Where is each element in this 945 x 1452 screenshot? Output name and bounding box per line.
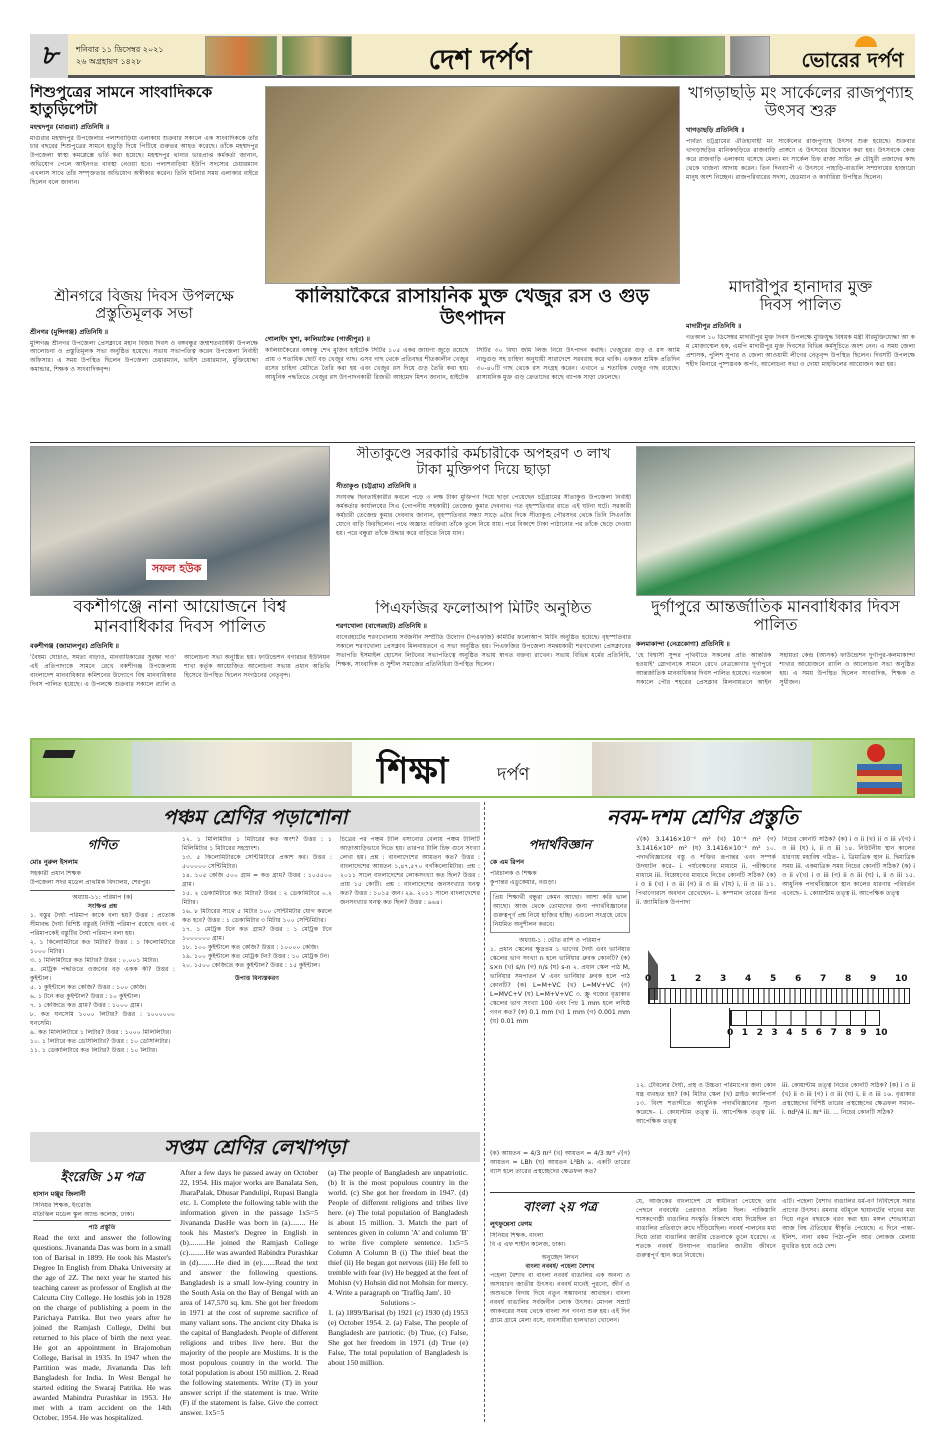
article-kaliakair — [265, 286, 680, 441]
scale-label: 4 — [745, 974, 752, 984]
solutions-text: 1. (a) 1899/Barisal (b) 1921 (c) 1930 (d) 1953 (e) October 1954. 2. (a) False, The people of Bangladesh are patriotic. (b) True, (c) False, She got her freedom in 1971 (d) True (e) False, The total population of Bangladesh is about 150 million. — [328, 1308, 468, 1368]
column-text: After a few days he passed away on October 22, 1954. His major works are Banalata Sen, JharaPalak, Dhusar Pandulipi, Rupasi Bangla etc. 1. Complete the following table with the information given in the passage 1x5=5 Jivananda DasHe was born in (a)........ He took his Master's Degree in English in (b).........He joined the Ramjash College (c).........He was awarded Rabindra Purashkar in (d).........He died in (e).......Read the text and answer the following questions. Bangladesh is a small low-lying country in the South Asia on the Bay of Bengal with an area of 147,570 sq. km. She got her freedom in 1971 at the cost of supreme sacrifice of many valiant sons. The ancient city Dhaka is the capital of Bangladesh. People of different religions and tribes live here. But the majority of the people are Muslims. It is the most populous country in the world. The total population is about 150 million. 2. Read the following statements. Write (T) in your answer script if the statement is true. Write (F) if the statement is false. Give the correct answer. 1x5=5 — [180, 1168, 318, 1418]
column-text: ১২. টেবিলের দৈর্ঘ্য, প্রস্থ ও উচ্চতা পরিমাপের জন্য কোন যন্ত্র ব্যবহৃত হয়? (ক) মিটার স্কেল (খ) স্লাইড ক্যালিপার্স ১৩. বিংশ শতাব্দীতে আধুনিক পদার্থবিজ্ঞানের সূচনা করেছে– i. কোয়ান্টাম তত্ত্ব ii. আপেক্ষিক তত্ত্ব iii. আপেক্ষিক তত্ত্ব — [636, 1082, 776, 1125]
header-photo-strip — [205, 36, 277, 76]
article-body: গতকাল ১০ ডিসেম্বর মাদারীপুর মুক্ত দিবস উপলক্ষে মুক্তিযুদ্ধ বিষয়ক মন্ত্রী বীরমুক্তিযোদ্ধা আ ক ম মোজাম্মেল হক, এমপি মাদারীপুর মুক্ত দিবসের বিভিন্ন কর্মসূচিতে অংশ নেন। এ সময় জেলা প্রশাসক, পুলিশ সুপার ও জেলা আওয়ামী লীগের নেতৃবৃন্দ উপস্থিত ছিলেন। দিবসটি উপলক্ষে শহীদ মিনারে পুষ্পস্তবক অর্পণ, আলোচনা সভা ও দোয়া মাহফিলের আয়োজন করা হয়। — [686, 333, 915, 368]
scale-label: 4 — [786, 1028, 793, 1038]
author-role: পরিচালক ও শিক্ষক — [490, 870, 537, 877]
subject-title: গণিত — [87, 838, 118, 853]
column-text: (a) The people of Bangladesh are unpatriotic. (b) It is the most populous country in the world. (c) She got her freedom in 1947. (d) People of different religions and tribes live here. (e) The total population of Bangladesh is about 15 million. 3. Match the part of sentences given in column 'A' and column 'B' to write five complete sentence. 1x5=5 Column A Column B (i) The thief beat the thief (ii) He began got nervous (iii) He fell to tremble with fear (iv) He begged at the feet of Mohisn (v) Hohsin did not Mohsin for mercy. 4. Write a paragraph on 'Traffiq Jam'. 10 — [328, 1168, 468, 1298]
scale-label: 6 — [795, 974, 802, 984]
article-shishuputra — [30, 84, 258, 284]
scale-label: 8 — [845, 1028, 852, 1038]
article-headline[interactable]: শ্রীনগরে বিজয় দিবস উপলক্ষে প্রস্তুতিমূলক সভা — [54, 288, 234, 323]
scale-label: 9 — [870, 974, 877, 984]
education-title-suffix: দর্পণ — [497, 764, 530, 785]
article-body: সংঘবদ্ধ ছিনতাইকারীর কবলে পড়ে ৩ লক্ষ টাকা মুক্তিপণ দিয়ে ছাড়া পেয়েছেন চট্টগ্রামের সীতাকুণ্ড উপজেলা নির্বাহী কর্মকর্তার কার্যালয়ের সিএ (গোপনীয় সহকারী) তেজেন্দ্র কুমার দেবনাথ। গত বৃহস্পতিবার রাতে এই ঘটনা ঘটে। সরকারী কর্মচারী তেজেন্দ্র কুমার দেবনাথ জানান, বৃহস্পতিবার সন্ধ্যা সাড়ে ৬টার দিকে সীতাকুণ্ড পৌরসদর থেকে তিনি সিএনজি যোগে বাড়ি ফিরছিলেন। পথে অজ্ঞাত ব্যক্তিরা তাঁকে তুলে নিয়ে যায়। পরে বিকাশে টাকা পাঠানোর পর তাঁকে ছেড়ে দেওয়া হয়। পরে বন্ধুরা তাঁকে উদ্ধার করে বাড়িতে নিয়ে যান। — [336, 494, 631, 538]
article-durgapur — [636, 598, 915, 722]
scale-label: 7 — [830, 1028, 837, 1038]
class7-col2 — [180, 1168, 318, 1428]
class9-col1 — [490, 836, 630, 1186]
article-dateline: সীতাকুণ্ড (চট্টগ্রাম) প্রতিনিধি ॥ — [336, 482, 417, 491]
scale-label: 3 — [720, 974, 727, 984]
column-text: iii. কোয়ান্টাম তত্ত্ব নিচের কোনটি সঠিক? (ক) i ও ii (খ) ii ও iii (গ) i ও iii (ঘ) i, ii ও iii ১৬. বৃত্তাকার প্রস্থচ্ছেদের বিশিষ্ট তারের প্রস্থচ্ছেদের ক্ষেত্রফল সমান– i. πd²/4 ii. πr² iii. ... নিচের কোনটি সঠিক? — [782, 1082, 915, 1116]
article-body: কালিয়াকৈরের বঙ্গবন্ধু শেখ মুজিব হাইটেক সিটির ১০৫ একর জায়গা জুড়ে রয়েছে প্রায় ৩ শতাধিক ছোট বড় খেজুর গাছ। এসব গাছ থেকে প্রতিবছর শীতকালীন খেজুর রসের চাহিদা মেটাতে তৈরি করা হয় এবং খেজুর রস দিয়ে গুড় তৈরি করা হয়। আধুনিক পদ্ধতিতে খেজুর রস উৎপাদনকারী রিজভী আহমেদ মিশন জানান, হাইটেক সিটির ৩০ বিঘা জমি লিজ নিয়ে উৎপাদন করছি। খেজুরের গুড় ও রস আমি নাড়ুগুড় সহ চাহিদা অনুযায়ী সারাদেশে সরবরাহ করে থাকি। একজন শ্রমিক প্রতিদিন ৩০-৪০টি গাছ থেকে রস সংগ্রহ করেন। এখানে ৪ শতাধিক খেজুর গাছ রয়েছে। রাসায়নিক মুক্ত গুড় ক্রেতাদের কাছে ব্যাপক সাড়া ফেলেছে। — [265, 346, 680, 381]
article-dateline: গোলাইদ খুশা, কালিয়াকৈর (গাজীপুর) ॥ — [265, 334, 370, 343]
scale-label: 0 — [727, 1028, 734, 1038]
lesson-title: পাঠ প্রস্তুতি — [88, 1223, 116, 1231]
author-school: মতিঝিল মডেল স্কুল অ্যান্ড কলেজ, ঢাকা। — [33, 1211, 171, 1221]
scale-label: 10 — [875, 1028, 888, 1038]
qa-item: ৮. কত ঘনসেমি ১০০০ লিটার? উত্তর : ১০০০০০০ ঘনসেমি। — [30, 1010, 175, 1027]
author-school: উপজেলা সদর মডেল প্রাথমিক বিদ্যালয়, শেরপুর। — [30, 879, 175, 891]
article-headline[interactable]: পিএফজির ফলোআপ মিটিং অনুষ্ঠিত — [375, 600, 592, 617]
article-headline[interactable]: বকশীগঞ্জে নানা আয়োজনে বিশ্ব মানবাধিকার দিবস পালিত — [73, 598, 287, 637]
chapter-title: অধ্যায়-১১: পরিমাপ (ক) — [72, 893, 133, 901]
topic-title: বাংলা নববর্ষ/ পহেলা বৈশাখ — [525, 1262, 595, 1270]
article-dateline: মাদারীপুর প্রতিনিধি ॥ — [686, 321, 742, 330]
question-type: সংক্ষিপ্ত প্রশ্ন — [87, 902, 118, 910]
article-body: 'বৈষম্য ঘোচাও, সমতা বাড়াও, মানবাধিকারের সুরক্ষা দাও' এই প্রতিপাদ্যকে সামনে রেখে বকশীগঞ্জ উপজেলায় বাংলাদেশ মানবাধিকার কমিশনের উদ্যোগে বিশ্ব মানবাধিকার দিবস পালিত হয়েছে। এ উপলক্ষে শুক্রবার সকালে র‍্যালি ও আলোচনা সভা অনুষ্ঠিত হয়। ফাউন্ডেশন বগারচর ইউনিয়ন শাখা কর্তৃক আয়োজিত আলোচনা সভায় প্রধান অতিথি হিসেবে উপস্থিত ছিলেন সংগঠনের নেতৃবৃন্দ। — [30, 654, 330, 689]
main-scale — [648, 988, 910, 1004]
subject-title: বাংলা ২য় পত্র — [523, 1200, 597, 1215]
masthead — [30, 34, 915, 78]
subject-title: ইংরেজি ১ম পত্র — [60, 1170, 144, 1185]
vernier-scale — [730, 1010, 880, 1026]
class9-col4 — [636, 1082, 776, 1187]
qa-item: ৭. ১ কেজিতে কত গ্রাম? উত্তর : ১০০০ গ্রাম। — [30, 1001, 143, 1009]
article-headline[interactable]: দুর্গাপুরে আন্তর্জাতিক মানবাধিকার দিবস পালিত — [651, 598, 900, 635]
class9-section-title: নবম-দশম শ্রেণির প্রস্তুতি — [606, 805, 799, 829]
column-text: এটি। পহেলা বৈশাখ বাঙালির ধর্ম-বর্ণ নির্বিশেষে সবার প্রাণের উৎসব। রমনার বটমূলে ছায়ানটের গানের মধ্য দিয়ে নতুন বছরকে বরণ করা হয়। মঙ্গল শোভাযাত্রা আজ বিশ্ব ঐতিহ্যের স্বীকৃতি পেয়েছে। এ দিনে পান্তা-ইলিশ, নানা রকম পিঠা-পুলি আর লোকজ মেলায় মুখরিত হয়ে ওঠে দেশ। — [782, 1198, 915, 1250]
column-text: যে, আজকের বাংলাদেশ যে স্বাধীনতা পেয়েছে তার পেছনে নববর্ষের প্রেরণাও সক্রিয় ছিল। পাকিস্তানি শাসকগোষ্ঠী বাঙালির সংস্কৃতি বিকাশে বাধা দিয়েছিল তা বাঙালির প্রতিবাদে রুখে দাঁড়িয়েছিল। নববর্ষ পালনের মধ্য দিয়ে তারা বাঙালির জাতীয় চেতনাকে তুলে ধরেছে। এ শতকে নববর্ষ উদযাপন বাঙালির জাতীয় জীবনে গুরুত্বপূর্ণ স্থান করে নিয়েছে। — [636, 1198, 776, 1259]
students-photo — [132, 742, 352, 796]
scale-label: 9 — [860, 1028, 867, 1038]
students-photo — [592, 742, 812, 796]
scale-label: 3 — [771, 1028, 778, 1038]
bangla2-col3 — [782, 1198, 915, 1428]
article-dateline: মহম্মদপুর (মাগুরা) প্রতিনিধি ॥ — [30, 122, 110, 131]
article-dateline: কলমাকান্দা (নেত্রকোণা) প্রতিনিধি ॥ — [636, 639, 730, 648]
section-title: দেশ দর্পণ — [428, 43, 532, 76]
scale-label: 6 — [815, 1028, 823, 1038]
article-dateline: খাগড়াছড়ি প্রতিনিধি ॥ — [686, 125, 745, 134]
author-role: সহকারী প্রধান শিক্ষক — [30, 870, 81, 877]
article-madaripur — [686, 278, 915, 440]
scale-label: 0 — [645, 974, 652, 984]
scale-label: 8 — [845, 974, 852, 984]
class5-col3 — [340, 836, 480, 1132]
scale-label: 1 — [670, 974, 677, 984]
column-text: পহেলা বৈশাখ বা বাংলা নববর্ষ বাঙালির এক অনন্য ও অসাধারণ জাতীয় উৎসব। নববর্ষ মানেই পুরনো, জীর্ণ ও অশুভকে বিদায় দিয়ে নতুন সম্ভাবনার আবাহন। বাংলা নববর্ষ বাঙালির সর্বজনীন লোক উৎসব। মোগল সম্রাট আকবরের সময় থেকে বাংলা সন গণনা শুরু হয়। এই দিন গ্রামে গ্রামে মেলা বসে, ব্যবসায়ীরা হালখাতা খোলেন। — [490, 1271, 630, 1324]
bangla2-col2 — [636, 1198, 776, 1428]
lesson-title: অনুচ্ছেদ লিখন — [541, 1253, 579, 1261]
qa-item: ৬. ১ টনে কত কুইন্টাল? উত্তর : ১০ কুইন্টাল। — [30, 992, 141, 1000]
article-body: মুন্সিগঞ্জ শ্রীনগর উপজেলা প্রেসক্লাবে মহান বিজয় দিবস ও বঙ্গবন্ধুর জন্মশতবার্ষিকী উপলক্ষে আলোচনা ও প্রস্তুতিমূলক সভা অনুষ্ঠিত হয়েছে। সভায় সভাপতিত্ব করেন উপজেলা নির্বাহী অফিসার। এ সময় উপস্থিত ছিলেন উপজেলা চেয়ারম্যান, ভাইস চেয়ারম্যান, মুক্তিযোদ্ধা কমান্ডার, শিক্ষক ও সাংবাদিকবৃন্দ। — [30, 339, 258, 374]
date-juice-photo — [265, 86, 680, 284]
class9-col6 — [490, 1150, 630, 1190]
divider — [490, 1192, 915, 1193]
mcq-title: উপাত্ত বিন্যস্তকরণ — [234, 974, 280, 982]
article-body: বাগেরহাটের শরণখোলায় সর্বজনীন সম্প্রীতি উদ্যোগ (পিএফজি) কমিটির ফলোআপ মিটিং অনুষ্ঠিত হয়েছে। বৃহস্পতিবার সকালে শরণখোলা প্রেসক্লাব মিলনায়তনে এ সভা অনুষ্ঠিত হয়। পিএফজির উপজেলা সমন্বয়কারী শরণখোলা প্রেসক্লাবের সভাপতি ইসমাইল হোসেন লিটনের সভাপতিত্বে অনুষ্ঠিত সভায় স্বাগত বক্তব্য রাখেন। সভায় বিভিন্ন ধর্মের প্রতিনিধি, শিক্ষক, সাংবাদিক ও সুশীল সমাজের প্রতিনিধিরা উপস্থিত ছিলেন। — [336, 634, 631, 669]
vernier-caliper-diagram — [640, 950, 915, 1080]
author-name: মোঃ নুরুল ইসলাম — [30, 858, 78, 866]
qa-item: ১৩. ৫ কিলোমিটারকে সেন্টিমিটারে প্রকাশ কর। উত্তর : ৫০০০০০ সেন্টিমিটার। — [182, 853, 332, 870]
author-school: বি এ এফ শাহীন কলেজ, ঢাকা। — [490, 1240, 566, 1248]
apple-icon — [867, 744, 885, 762]
scale-label: 5 — [770, 974, 777, 984]
scale-label: 2 — [695, 974, 702, 984]
class9-col2 — [636, 836, 776, 946]
column-text: √(ক) 3.1416×10⁻⁴ m² (খ) 10⁻⁴ m² (গ) 3.1416×10² m² (ঘ) 3.1416×10⁻² m² ১০. পদার্থবিজ্ঞানের বস্তু ও শক্তির রূপান্তর এবং সম্পর্ক উদঘাটন করে– i. পর্যবেক্ষণের মাধ্যমে ii. পরীক্ষণের মাধ্যমে iii. বিশ্লেষণের মাধ্যমে নিচের কোনটি সঠিক? (ক) i ও ii (খ) i ও iii (গ) ii ও iii √(ঘ) i, ii ও iii ১১. পিথাগোরাস অবদান রেখেছেন– i. কম্পমান তারের উপর ii. জ্যামিতিক উপপাদ্য — [636, 836, 776, 906]
chapter-title: অধ্যায়-১ : ভৌত রাশি ও পরিমাপ — [519, 936, 601, 944]
article-headline[interactable]: মাদারীপুর হানাদার মুক্ত দিবস পালিত — [728, 278, 873, 315]
qa-item: ৯. কত মিলিলিটারে ১ লিটার? উত্তর : ১০০০ মিলিলিটার। — [30, 1028, 172, 1036]
class7-col3 — [328, 1168, 468, 1428]
article-dateline: বকশীগঞ্জ (জামালপুর) প্রতিনিধি ॥ — [30, 642, 119, 651]
books-icon — [857, 764, 902, 794]
paper-name-logo: ভোরের দর্পণ — [801, 48, 904, 72]
qa-item: ২. ১ কিলোমিটারে কত মিটার? উত্তর : ১ কিলোমিটারে ১০০০ মিটার। — [30, 938, 175, 955]
qa-item: ১৫. ২ ডেকামিটারে কত মিটার? উত্তর : ২ ডেকামিটারে ০.২ মিটার। — [182, 889, 332, 906]
article-body: মাগুরার মহম্মদপুর উপজেলার পলাশবাড়িয়া এলাকায় শুক্রবার সকালে এক সাংবাদিককে তাঁর চার বছরের শিশুপুত্রের সামনে হাতুড়ি দিয়ে পিটিয়ে গুরুতর আহত করেছে। তাঁকে মহম্মদপুর উপজেলা স্বাস্থ্য কমপ্লেক্সে ভর্তি করা হয়েছে। মহম্মদপুর থানার ভারপ্রাপ্ত কর্মকর্তা জানান, অভিযোগ পেলে আইনগত ব্যবস্থা নেওয়া হবে। পলাশবাড়িয়া ইউপি সদস্যের চেয়ারম্যান এখলাস সাথে তাঁর সম্পৃক্ততার অভিযোগ অস্বীকার করেন। তিনি ঘটনার সময় এলাকার বাইরে ছিলেন বলে জানান। — [30, 134, 258, 187]
article-srinagar — [30, 288, 258, 440]
subject-title: পদার্থবিজ্ঞান — [528, 838, 592, 853]
banner-text: সফল হউক — [146, 559, 207, 580]
rally-photo-durgapur — [636, 446, 915, 596]
article-bakshiganj — [30, 598, 330, 722]
class9-col3 — [782, 836, 915, 946]
scale-label: 2 — [756, 1028, 763, 1038]
qa-item: ১. বস্তুর দৈর্ঘ্য পরিমাপ কাকে বলা হয়? উত্তর : প্রত্যেক সীমাবদ্ধ দৈর্ঘ্য বিশিষ্ট বস্তুরই নির্দিষ্ট পরিমাপ রয়েছে এবং এ পরিমাপকেই বস্তুটির দৈর্ঘ্য পরিমাপ বলা হয়। — [30, 911, 175, 937]
qa-item: ১১. ১ ডেকালিটারে কত লিটার? উত্তর : ১০ লিটার। — [30, 1046, 158, 1054]
article-sitakunda — [336, 446, 631, 596]
author-role: সিনিয়র শিক্ষক, বাংলা — [490, 1232, 544, 1239]
graduation-cap-icon — [43, 750, 76, 758]
article-body: 'হে বিশ্বাসী সুন্দর পৃথিবীতে সকলের প্রতি আন্তরিক হওয়াই' স্লোগানকে সামনে রেখে নেত্রকোণার দুর্গাপুরে আন্তর্জাতিক মানবাধিকার দিবস পালিত হয়েছে। গতকাল সকালে পৌর শহরের প্রেসক্লাব মিলনায়তনে আইন সহায়তা কেন্দ্র (আসক) ফাউন্ডেশন দুর্গাপুর-কলমাকান্দা শাখার আয়োজনে র‍্যালি ও আলোচনা সভা অনুষ্ঠিত হয়। এ সময় উপস্থিত ছিলেন সাংবাদিক, শিক্ষক ও সুধীজন। — [636, 651, 915, 686]
author-name: লুৎফুন্নেসা বেগম — [490, 1220, 532, 1228]
qa-item: ৪. মেট্রিক পদ্ধতিতে ওজনের বড় একক কী? উত্তর : কুইন্টাল। — [30, 965, 175, 982]
date-line-bangla: ২৬ অগ্রহায়ণ ১৪২৮ — [76, 57, 142, 66]
intro-text: প্রিয় শিক্ষার্থী বন্ধুরা কেমন আছো। আশা করি ভাল আছো। আজ থেকে তোমাদের জন্য পদার্থবিজ্ঞানের গুরুত্বপূর্ণ প্রশ্ন নিয়ে হাজির হচ্ছি। এগুলো সংগ্রহে রেখে নিয়মিত অনুশীলন করবে। — [490, 891, 630, 933]
article-headline[interactable]: কালিয়াকৈরে রাসায়নিক মুক্ত খেজুর রস ও গুড় উৎপাদন — [295, 286, 650, 329]
header-photo-strip — [282, 36, 352, 76]
article-pfg — [336, 600, 631, 722]
article-dateline: শ্রীনগর (মুন্সিগঞ্জ) প্রতিনিধি ॥ — [30, 327, 109, 336]
solutions-title: Solutions :- — [380, 1298, 416, 1308]
header-photo-strip — [620, 36, 725, 76]
qa-item: ১০. ১ লিটারে কত ডেসিলিটার? উত্তর : ১০ ডেসিলিটার। — [30, 1037, 171, 1045]
vernier-scale-labels — [727, 1028, 888, 1040]
qa-item: ৩. ১ মিলিমিটারে কত মিটার? উত্তর : ০.০০১ মিটার। — [30, 956, 159, 964]
scale-label: 5 — [801, 1028, 808, 1038]
class5-section-title: পঞ্চম শ্রেণির পড়াশোনা — [30, 802, 480, 832]
qa-item: ৫. ১ কুইন্টালে কত কেজি? উত্তর : ১০০ কেজি। — [30, 983, 147, 991]
article-khagrachari — [686, 84, 915, 274]
column-text: চিত্রের পর পঞ্চম টালি বসানোর বেলায় পঞ্চম টালিটি আড়াআড়িভাবে দিতে হয়। তারপর টালি চিহ্ন গুনে সংখ্যা লেখা হয়। প্রশ্ন : বাংলাদেশের আয়তন কত? উত্তর : বাংলাদেশের আয়তন ১,৪৭,৫৭০ বর্গকিলোমিটার। প্রশ্ন : ২০১১ সালে বাংলাদেশের লোকসংখ্যা কত ছিল? উত্তর : প্রায় ১৫ কোটি। প্রশ্ন : বাংলাদেশের জনসংখ্যার ঘনত্ব কত? উত্তর : ১০১৫ জন। ২৯. ২০১১ সালে বাংলাদেশের জনসংখ্যার ঘনত্ব কত ছিল? উত্তর : ৯৬৪। — [340, 836, 480, 906]
divider — [30, 442, 915, 443]
class9-col5 — [782, 1082, 915, 1187]
date-line: শনিবার ১১ ডিসেম্বর ২০২১ — [76, 45, 164, 54]
article-body: পার্বত্য চট্টগ্রামের ঐতিহ্যবাহী মং সার্কেলের রাজপুণ্যাহ উৎসব শুরু হয়েছে। শুক্রবার খাগড়াছড়ির মানিকছড়িতে রাজবাড়ি প্রাঙ্গণে এ উৎসবের উদ্বোধন করা হয়। উৎসবকে কেন্দ্র করে রাজবাড়ি এলাকায় বসেছে মেলা। মং সার্কেল চিফ রাজা সাচিং প্রু চৌধুরী প্রজাদের কাছ থেকে খাজনা আদায় করেন। তিন দিনব্যাপী এ উৎসবে পাহাড়ি-বাঙালি সম্প্রদায়ের হাজারো মানুষ অংশ নিচ্ছেন। রাজপরিবারের সদস্য, হেডম্যান ও কার্বারিরা উপস্থিত ছিলেন। — [686, 137, 915, 181]
education-title: শিক্ষা — [377, 751, 449, 792]
author-school: কুপান্তর এডুকেয়ার, বগুড়া। — [490, 878, 557, 886]
class7-col1 — [33, 1168, 171, 1428]
article-dateline: শরণখোলা (বাগেরহাট) প্রতিনিধি ॥ — [336, 622, 427, 631]
page-number: ৮ — [30, 34, 68, 78]
caliper-lower-jaw — [670, 1008, 730, 1048]
qa-item: ১৮. ১০০ কুইন্টালে কত কেজি? উত্তর : ১০০০০ কেজি। — [182, 943, 319, 951]
class5-col1 — [30, 836, 175, 1132]
article-headline[interactable]: শিশুপুত্রের সামনে সাংবাদিককে হাতুড়িপেটা — [30, 84, 213, 119]
qa-item: ১৬. ৮ মিটারের সাথে ৫ মিটার ১০০ সেন্টিমিটার যোগ করলে কত হবে? উত্তর : ১ ডেকামিটার ৩ মিটার ১০০ সেন্টিমিটার। — [182, 907, 332, 924]
column-text: ১. প্রধান স্কেলের ক্ষুদ্রতম ১ ভাগের দৈর্ঘ্য এবং ভার্নিয়ার স্কেলের ভাগ সংখ্যা n হলে ভার্নিয়ার ধ্রুবক কোনটি? (ক) s×n (খ) s/n (গ) n/s (ঘ) s-n ২. প্রধান স্কেল পাঠ M, ভার্নিয়ার সমপাতন V এবং ভার্নিয়ার ধ্রুবক হলে পাঠ কোনটি? (ক) L=M+VC (খ) L=MV+VC (গ) L=MVC+V (ঘ) L=M+V+VC ৩. স্ক্রু গজের বৃত্তাকার স্কেলের ভাগ সংখ্যা 100 এবং পিচ 1 mm হলে লঘিষ্ঠ গণন কত? (ক) 0.1 mm (খ) 1 mm (গ) 0.001 mm (ঘ) 0.01 mm — [490, 945, 630, 1025]
bangla2-col1 — [490, 1198, 630, 1428]
author-name: হাসান মঞ্জুর জিলানী — [33, 1190, 86, 1198]
column-text: নিচের কোনটি সঠিক? (ক) i ও ii (খ) ii ও iii √(গ) i ও iii (ঘ) i, ii ও iii ১৪. নিউটনীয় স্থান কালের ধারণায় মহাবিশ্ব গঠিত– i. ত্রিমাত্রিক স্থান ii. দ্বিমাত্রিক সময় iii. একমাত্রিক সময় নিচের কোনটি সঠিক? (ক) i ও ii √(খ) i ও iii (গ) ii ও iii (ঘ) i, ii ও iii ১৫. আধুনিক পদার্থবিজ্ঞানে স্থান কালের ধারণার পরিবর্তন এনেছে– i. কোয়ান্টাম তত্ত্ব ii. আপেক্ষিক তত্ত্ব — [782, 836, 915, 897]
column-text: (ক) আয়তন = 4/3 πr² (খ) আয়তন = 4/3 πr³ √(গ) আয়তন = LBh (ঘ) আয়তন L²Bh ৯. একটি তারের ব্যাস হলে তারের প্রস্থচ্ছেদের ক্ষেত্রফল কত? — [490, 1150, 630, 1175]
article-headline[interactable]: সীতাকুণ্ডে সরকারি কর্মচারীকে অপহরণ ৩ লাখ টাকা মুক্তিপণ দিয়ে ছাড়া — [356, 446, 611, 479]
header-photo-strip — [730, 36, 770, 76]
qa-item: ২০. ১৫০০ কেজিতে কত কুইন্টাল? উত্তর : ১৫ কুইন্টাল। — [182, 961, 320, 969]
qa-item: ১৪. ১০৫ কেজি ৫০০ গ্রাম = কত গ্রাম? উত্তর : ১০৫৫০০ গ্রাম। — [182, 871, 332, 888]
scale-label: 10 — [895, 974, 908, 984]
main-scale-labels — [645, 974, 910, 986]
qa-item: ১৭. ১ মেট্রিক টনে কত গ্রাম? উত্তর : ১ মেট্রিক টনে ১০০০০০০ গ্রাম। — [182, 925, 332, 942]
author-name: কে এম রিপন — [490, 858, 524, 866]
column-text: Read the text and answer the following questions. Jivananda Das was born in a small ton of Barisal in 1899. He took his Master's Degree In English from Dhaka University at the age of 2Z. The next year he started his teaching career as professor of English at the Calcutta City College. He losthis job in 1928 on the charge of publishing a poem in the Parichaya Patrika. But two years after he joined the Ramjash College, Delhi but returned to his place of birth the next year. He got an appointment in Brajomohan College, Barisal in 1935. In 1947 when the Partition was made, Jivananda Das left Bangladesh for India. In West Bengal he started editing the Swaraj Patrika. He was awarded Mahindra Purashkar in 1953. He met with a tram accident on the 14th October, 1954. He was hospitalized. — [33, 1232, 171, 1423]
class5-col2 — [182, 836, 332, 1132]
class7-section-title: সপ্তম শ্রেণির লেখাপড়া — [30, 1132, 480, 1162]
dashed-divider — [484, 802, 485, 1422]
scale-label: 7 — [820, 974, 827, 984]
rally-photo-bakshiganj — [30, 446, 330, 596]
education-banner — [30, 738, 915, 798]
qa-item: ১৯. ১০০ কুইন্টালে কত মেট্রিক টন? উত্তর : ১০ মেট্রিক টন। — [182, 952, 330, 960]
qa-item: ১২. ১ মিলিমিটার ১ মিটারের কত অংশ? উত্তর : ১ মিলিমিটার ১ মিটারের সহস্রাংশ। — [182, 836, 332, 852]
article-headline[interactable]: খাগড়াছড়ি মং সার্কেলের রাজপুণ্যাহ উৎসব শুরু — [688, 84, 913, 121]
author-role: সিনিয়র শিক্ষক, ইংরেজি — [33, 1202, 92, 1209]
scale-label: 1 — [741, 1028, 749, 1038]
